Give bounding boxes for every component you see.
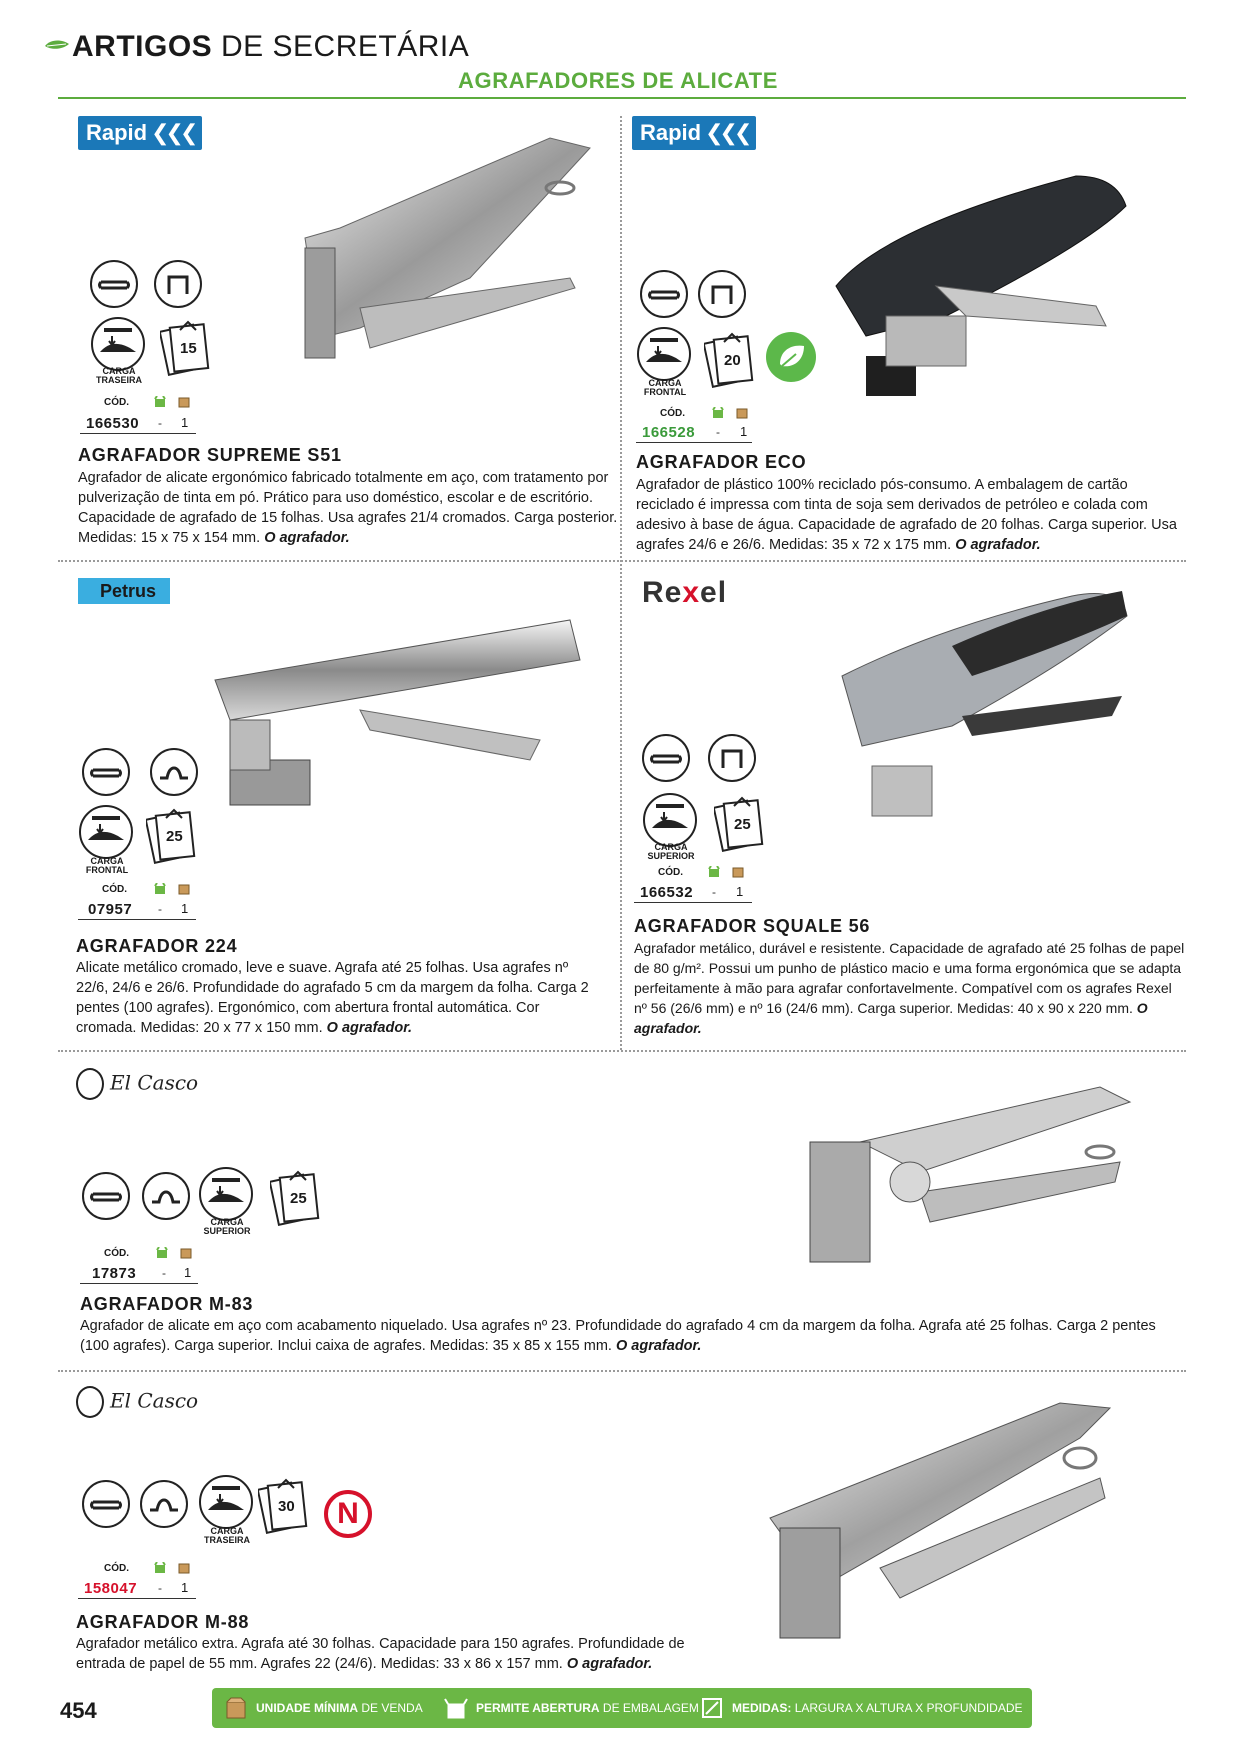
load-type-label: CARGA TRASEIRA	[95, 366, 142, 385]
code-underline	[78, 919, 196, 920]
cod-label: CÓD.	[658, 867, 683, 878]
sheets-capacity-icon: 30	[258, 1476, 310, 1536]
code-underline	[80, 1283, 198, 1284]
product-image-224	[210, 610, 590, 818]
cod-label: CÓD.	[104, 1563, 129, 1574]
open-package-icon	[156, 1247, 168, 1259]
staple-type-open-icon	[154, 260, 202, 308]
sheets-capacity-icon: 25	[146, 806, 198, 866]
cod-label: CÓD.	[660, 408, 685, 419]
product-description: Agrafador metálico extra. Agrafa até 30 folhas. Capacidade para 150 agrafes. Profundidade de entrada de papel de 55 mm. Agrafes 22 (24/6). Medidas: 33 x 86 x 157 mm. O agrafador.	[76, 1636, 685, 1672]
min-qty: 1	[736, 884, 744, 899]
top-load-icon	[198, 1166, 254, 1222]
header-rule	[58, 97, 1186, 99]
open-package-icon	[444, 1696, 468, 1720]
staple-type-flat-icon	[640, 270, 688, 318]
legend-dimensions: MEDIDAS: LARGURA X ALTURA X PROFUNDIDADE	[732, 1701, 1023, 1715]
code-underline	[634, 902, 752, 903]
product-code: 07957	[88, 901, 133, 918]
section-title: AGRAFADORES DE ALICATE	[458, 68, 778, 93]
min-unit-box-icon	[178, 396, 190, 408]
brand-logo-rapid: Rapid ❮❮❮	[632, 116, 756, 150]
product-image-eco	[826, 166, 1136, 412]
front-load-icon	[78, 804, 134, 860]
product-title: AGRAFADOR ECO	[636, 452, 807, 472]
product-title: AGRAFADOR M-83	[80, 1294, 254, 1314]
min-unit-box-icon	[178, 1562, 190, 1574]
sheets-capacity-icon: 15	[160, 318, 212, 378]
brand-logo-rapid: Rapid ❮❮❮	[78, 116, 202, 150]
rear-load-icon	[198, 1474, 254, 1530]
code-dash: -	[158, 416, 162, 430]
leaf-icon	[44, 38, 70, 52]
legend-open-package: PERMITE ABERTURA DE EMBALAGEM	[476, 1701, 699, 1715]
staple-type-flat-icon	[82, 1172, 130, 1220]
code-underline	[78, 1598, 196, 1599]
cod-label: CÓD.	[104, 397, 129, 408]
staple-type-flat-icon	[82, 748, 130, 796]
sheets-capacity-icon: 25	[714, 794, 766, 854]
legend-bar	[212, 1688, 1032, 1728]
product-description: Alicate metálico cromado, leve e suave. Agrafa até 25 folhas. Usa agrafes nº 22/6, 24/6 e 26/6. Profundidade do agrafado 5 cm da margem da folha. Carga 2 pentes (100 agrafes). Ergonómico, com abertura frontal automática. Cor cromada. Medidas: 20 x 77 x 150 mm. O agrafador.	[76, 960, 589, 1036]
product-code: 158047	[84, 1580, 138, 1597]
cod-label: CÓD.	[104, 1248, 129, 1259]
open-package-icon	[708, 866, 720, 878]
brand-logo-rexel: Rexel	[642, 576, 728, 609]
min-qty: 1	[740, 424, 748, 439]
staple-type-clinch-icon	[140, 1480, 188, 1528]
product-title: AGRAFADOR SQUALE 56	[634, 916, 871, 936]
product-image-squale-56	[822, 586, 1134, 844]
page-number: 454	[60, 1698, 97, 1723]
code-dash: -	[162, 1266, 166, 1280]
load-type-label: CARGA TRASEIRA	[203, 1526, 250, 1545]
new-product-badge: N	[324, 1490, 372, 1538]
row-divider	[58, 1050, 1186, 1052]
min-qty: 1	[184, 1265, 192, 1280]
staple-type-flat-icon	[90, 260, 138, 308]
code-dash: -	[158, 1581, 162, 1595]
code-underline	[80, 433, 196, 434]
product-code: 166528	[642, 424, 696, 441]
open-package-icon	[154, 396, 166, 408]
product-description: Agrafador metálico, durável e resistente. Capacidade de agrafado até 25 folhas de papel de 80 g/m². Possui um punho de plástico macio e uma forma ergonómica que se adapta perfeitamente à mão para agrafar confortavelmente. Compatível com os agrafes Rexel nº 56 (26/6 mm) e nº 16 (24/6 mm). Carga superior. Medidas: 40 x 90 x 220 mm. O agrafador.	[634, 940, 1185, 1036]
product-description: Agrafador de alicate em aço com acabamento niquelado. Usa agrafes nº 23. Profundidade do agrafado 4 cm da margem da folha. Agrafa até 25 folhas. Carga 2 pentes (100 agrafes). Carga superior. Inclui caixa de agrafes. Medidas: 35 x 85 x 155 mm. O agrafador.	[80, 1318, 1156, 1354]
eco-leaf-icon	[766, 332, 816, 382]
dimensions-icon	[700, 1696, 724, 1720]
staple-type-flat-icon	[642, 734, 690, 782]
brand-logo-el-casco: El Casco	[76, 1386, 198, 1418]
open-package-icon	[712, 407, 724, 419]
min-unit-box-icon	[732, 866, 744, 878]
sheets-capacity-icon: 20	[704, 330, 756, 390]
load-type-label: CARGA FRONTAL	[85, 856, 129, 875]
load-type-label: CARGA FRONTAL	[643, 378, 687, 397]
code-underline	[636, 442, 752, 443]
title-bold: ARTIGOS	[72, 30, 213, 63]
code-dash: -	[716, 425, 720, 439]
code-dash: -	[712, 885, 716, 899]
min-qty: 1	[181, 901, 189, 916]
title-rest: DE SECRETÁRIA	[221, 30, 470, 63]
product-image-m88	[760, 1398, 1136, 1656]
open-package-icon	[154, 1562, 166, 1574]
product-description: Agrafador de alicate ergonómico fabricado totalmente em aço, com tratamento por pulverização de tinta em pó. Prático para uso doméstico, escolar e de escritório. Capacidade de agrafado de 15 folhas. Usa agrafes 21/4 cromados. Carga posterior. Medidas: 15 x 75 x 154 mm. O agrafador.	[78, 470, 618, 546]
sheets-capacity-icon: 25	[270, 1168, 322, 1228]
row-divider	[58, 1370, 1186, 1372]
product-code: 17873	[92, 1265, 137, 1282]
staple-type-clinch-icon	[142, 1172, 190, 1220]
product-title: AGRAFADOR M-88	[76, 1612, 250, 1632]
staple-type-open-icon	[698, 270, 746, 318]
product-code: 166530	[86, 415, 140, 432]
load-type-label: CARGA SUPERIOR	[203, 1217, 251, 1236]
code-dash: -	[158, 902, 162, 916]
product-title: AGRAFADOR 224	[76, 936, 238, 956]
min-unit-box-icon	[178, 883, 190, 895]
min-unit-box-icon	[224, 1696, 248, 1720]
staple-type-open-icon	[708, 734, 756, 782]
cod-label: CÓD.	[102, 884, 127, 895]
brand-logo-el-casco: El Casco	[76, 1068, 198, 1100]
open-package-icon	[154, 883, 166, 895]
min-unit-box-icon	[180, 1247, 192, 1259]
rear-load-icon	[90, 316, 146, 372]
product-code: 166532	[640, 884, 694, 901]
min-qty: 1	[181, 415, 189, 430]
load-type-label: CARGA SUPERIOR	[647, 842, 695, 861]
front-load-icon	[636, 326, 692, 382]
product-image-m83	[800, 1082, 1136, 1278]
product-image-supreme-s51	[300, 128, 600, 368]
product-description: Agrafador de plástico 100% reciclado pós-consumo. A embalagem de cartão reciclado é impressa com tinta de soja sem derivados de petróleo e colada com adesivo à base de água. Capacidade de agrafado de 20 folhas. Carga superior. Usa agrafes 24/6 e 26/6. Medidas: 35 x 72 x 175 mm. O agrafador.	[636, 477, 1177, 553]
column-divider	[620, 116, 622, 1050]
page-title	[72, 30, 469, 64]
top-load-icon	[642, 792, 698, 848]
staple-type-clinch-icon	[150, 748, 198, 796]
row-divider	[58, 560, 1186, 562]
staple-type-flat-icon	[82, 1480, 130, 1528]
legend-min-unit: UNIDADE MÍNIMA DE VENDA	[256, 1701, 423, 1715]
brand-logo-petrus: Petrus	[78, 578, 170, 604]
min-qty: 1	[181, 1580, 189, 1595]
min-unit-box-icon	[736, 407, 748, 419]
product-title: AGRAFADOR SUPREME S51	[78, 445, 342, 465]
